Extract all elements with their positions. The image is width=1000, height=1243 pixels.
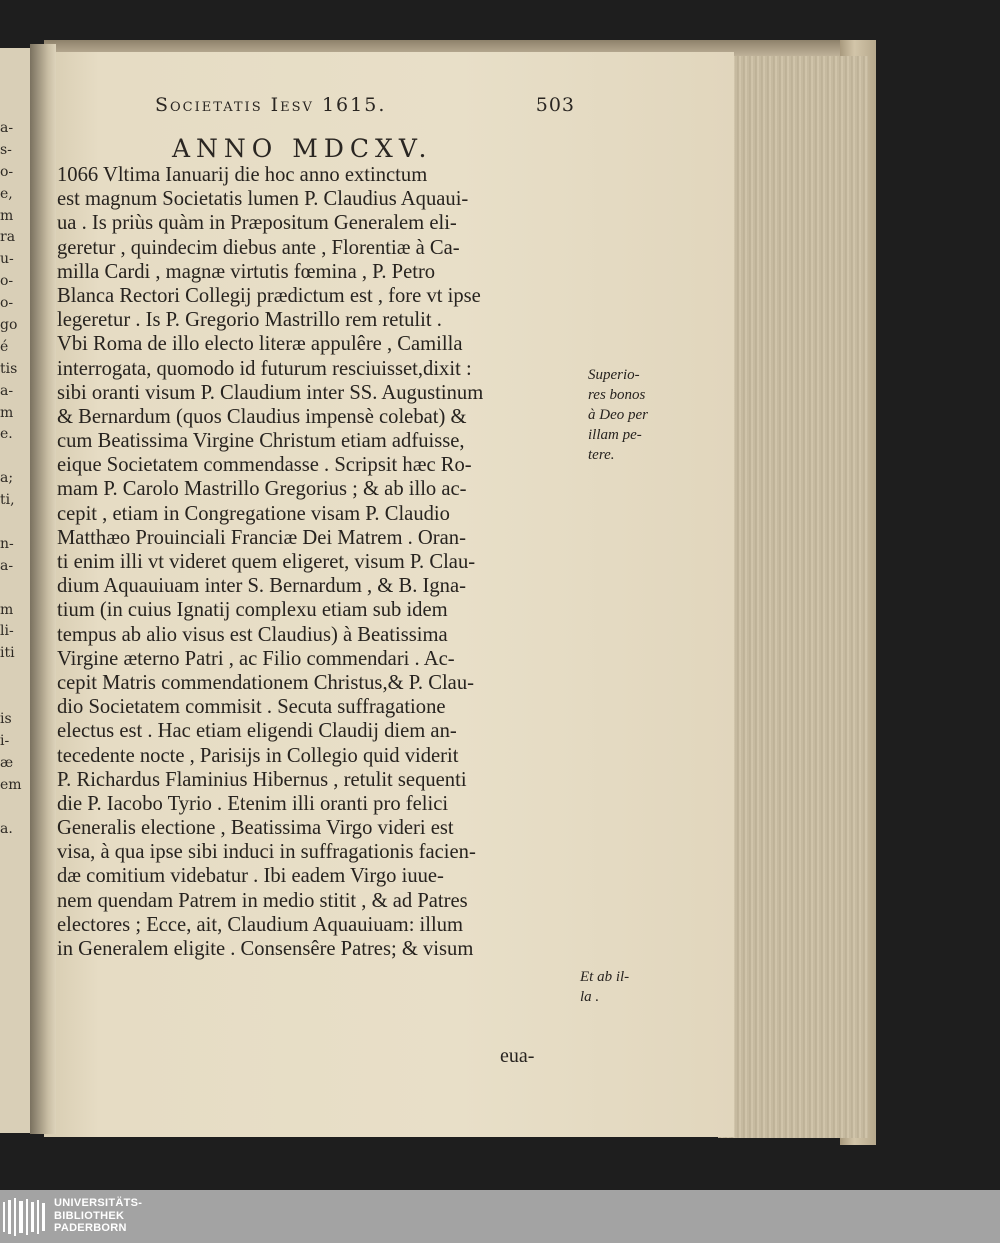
text-line: die P. Iacobo Tyrio . Etenim illi oranti pro felici xyxy=(57,792,449,815)
left-page-fragment: æ xyxy=(0,754,14,771)
text-line: est magnum Societatis lumen P. Claudius Aquaui- xyxy=(57,188,469,211)
text-line: Blanca Rectori Collegij prædictum est , fore vt ipse xyxy=(57,284,481,307)
left-page-fragment: s- xyxy=(0,141,12,158)
left-page-fragment xyxy=(0,578,34,600)
text-line: tecedente nocte , Parisijs in Collegio quid viderit xyxy=(57,744,459,767)
left-page-fragment: a; xyxy=(0,470,14,487)
text-line: cepit Matris commendationem Christus,& P. Clau- xyxy=(57,671,474,694)
text-line: sibi oranti visum P. Claudium inter SS. Augustinum xyxy=(57,381,484,404)
left-page-fragment: u- xyxy=(0,251,14,268)
left-page-fragment: tis xyxy=(0,360,18,377)
left-page-fragment: m xyxy=(0,207,14,224)
text-line: visa, à qua ipse sibi induci in suffragationis facien- xyxy=(57,841,476,864)
text-line: milla Cardi , magnæ virtutis fœmina , P. Petro xyxy=(57,260,436,283)
catchword: eua- xyxy=(500,1045,535,1067)
marginal-line: illam pe- xyxy=(588,427,642,443)
text-line: electores ; Ecce, ait, Claudium Aquauiuam: illum xyxy=(57,913,464,936)
left-page-fragment: a- xyxy=(0,382,14,399)
text-line: 1066 Vltima Ianuarij die hoc anno extinctum xyxy=(57,164,428,186)
left-page-fragment: a- xyxy=(0,557,14,574)
marginal-note xyxy=(580,967,670,1007)
text-line: cum Beatissima Virgine Christum etiam adfuisse, xyxy=(57,430,465,453)
left-page-fragment: iti xyxy=(0,645,15,662)
left-page-fragment: e, xyxy=(0,185,13,202)
text-line: dio Societatem commisit . Secuta suffragatione xyxy=(57,696,446,719)
page-header xyxy=(155,94,575,124)
left-page-fragment: ti, xyxy=(0,492,15,509)
book-gutter xyxy=(30,44,56,1134)
text-line: dæ comitium videbatur . Ibi eadem Virgo iuue- xyxy=(57,865,444,888)
text-line: in Generalem eligite . Consensêre Patres; & visum xyxy=(57,938,474,960)
text-line: legeretur . Is P. Gregorio Mastrillo rem retulit . xyxy=(57,309,442,332)
left-page-fragment: o- xyxy=(0,295,14,312)
left-page-fragment: is xyxy=(0,711,12,728)
text-line: & Bernardum (quos Claudius impensè colebat) & xyxy=(57,405,467,428)
page-number: 503 xyxy=(535,94,575,116)
text-line: Matthæo Prouinciali Franciæ Dei Matrem . Oran- xyxy=(57,526,466,549)
library-name xyxy=(54,1197,142,1235)
left-page-fragment: e. xyxy=(0,426,13,443)
left-page-fragment xyxy=(0,512,34,534)
left-page-fragment: é xyxy=(0,338,9,355)
text-line: Generalis electione , Beatissima Virgo videri est xyxy=(57,817,454,840)
text-line: Virgine æterno Patri , ac Filio commendari . Ac- xyxy=(57,647,455,670)
left-page-fragment: em xyxy=(0,776,22,793)
left-page-fragment: i- xyxy=(0,732,10,749)
left-page-text-fragments xyxy=(0,118,34,840)
text-line: tium (in cuius Ignatij complexu etiam sub idem xyxy=(57,599,448,622)
marginal-line: tere. xyxy=(588,447,615,463)
text-line: geretur , quindecim diebus ante , Florentiæ à Ca- xyxy=(57,236,460,259)
year-heading: ANNO MDCXV. xyxy=(172,134,433,163)
footer-bar xyxy=(0,1190,1000,1243)
text-line: nem quendam Patrem in medio stitit , & ad Patres xyxy=(57,889,468,912)
library-logo-icon xyxy=(3,1198,47,1236)
left-page-fragment: o- xyxy=(0,163,14,180)
left-page-fragment: ra xyxy=(0,229,16,246)
left-page-fragment: li- xyxy=(0,623,14,640)
text-line: cepit , etiam in Congregatione visam P. Claudio xyxy=(57,502,450,525)
text-line: ti enim illi vt videret quem eligeret, visum P. Clau- xyxy=(57,551,476,573)
left-page-fragment: m xyxy=(0,601,14,618)
marginal-line: à Deo per xyxy=(588,407,648,423)
text-line: electus est . Hac etiam eligendi Claudij diem an- xyxy=(57,720,457,743)
library-name-line: PADERBORN xyxy=(54,1222,127,1234)
left-page-fragment xyxy=(0,446,34,468)
text-line: mam P. Carolo Mastrillo Gregorius ; & ab illo ac- xyxy=(57,478,467,501)
left-page-fragment: a- xyxy=(0,120,14,136)
left-page-fragment xyxy=(0,687,34,709)
left-page-fragment: n- xyxy=(0,535,14,552)
library-name-line: BIBLIOTHEK xyxy=(54,1209,125,1222)
text-line: tempus ab alio visus est Claudius) à Beatissima xyxy=(57,623,448,646)
marginal-line: res bonos xyxy=(588,387,646,403)
body-text xyxy=(57,163,579,961)
left-page-fragment xyxy=(0,665,34,687)
running-head: Societatis Iesv 1615. xyxy=(155,94,387,116)
text-line: interrogata, quomodo id futurum resciuisset,dixit : xyxy=(57,357,472,380)
text-line: Vbi Roma de illo electo literæ appulêre , Camilla xyxy=(57,333,463,356)
marginal-line: la . xyxy=(580,989,600,1005)
page-edge-stack xyxy=(718,56,868,1138)
left-page-fragment: a. xyxy=(0,820,13,837)
left-page-fragment: o- xyxy=(0,273,14,290)
marginal-line: Et ab il- xyxy=(580,969,630,985)
text-line: ua . Is priùs quàm in Præpositum Generalem eli- xyxy=(57,212,457,235)
text-line: dium Aquauiuam inter S. Bernardum , & B. Igna- xyxy=(57,575,466,598)
text-line: eique Societatem commendasse . Scripsit hæc Ro- xyxy=(57,454,472,477)
marginal-line: Superio- xyxy=(588,367,640,383)
marginal-note xyxy=(588,365,678,465)
left-page-fragment xyxy=(0,797,34,819)
text-line: P. Richardus Flaminius Hibernus , retulit sequenti xyxy=(57,768,467,791)
library-name-line: UNIVERSITÄTS- xyxy=(54,1197,143,1209)
left-page-fragment: go xyxy=(0,317,18,334)
left-page-fragment: m xyxy=(0,404,14,421)
